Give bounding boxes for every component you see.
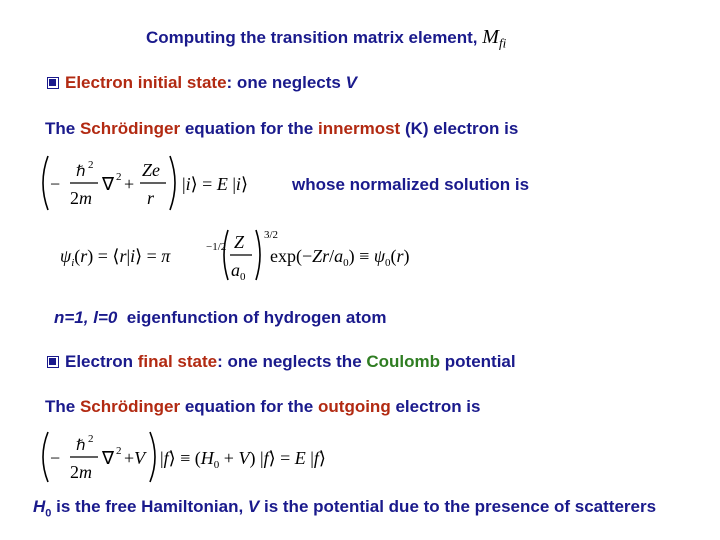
footer-h0: H [33, 497, 46, 516]
svg-text:2: 2 [88, 159, 94, 171]
initial-state-var: V [345, 73, 357, 92]
svg-text:2m: 2m [70, 462, 92, 482]
line1-suffix: (K) electron is [404, 119, 519, 138]
checkbox-bullet-icon [47, 356, 59, 368]
line1-prefix: The [45, 119, 76, 138]
footer-text1: is the free Hamiltonian, [56, 497, 244, 516]
svg-text:+V: +V [124, 448, 146, 468]
svg-text:2: 2 [116, 445, 122, 457]
eigen-l: l=0 [93, 308, 118, 327]
title-symbol: M [482, 26, 499, 48]
line2-suffix: electron is [395, 397, 481, 416]
normalized-solution-text: whose normalized solution is [292, 175, 530, 194]
svg-text:|i⟩ = E |i⟩: |i⟩ = E |i⟩ [182, 174, 248, 194]
svg-text:ℏ: ℏ [76, 438, 86, 454]
svg-text:r: r [147, 188, 155, 208]
svg-text:−: − [50, 174, 61, 194]
checkbox-bullet-icon [47, 77, 59, 89]
line2-prefix: The [45, 397, 76, 416]
svg-text:∇: ∇ [102, 174, 115, 194]
line1-innermost: innermost [318, 119, 401, 138]
final-state-label: final state [137, 352, 218, 371]
schrodinger-line-1 [45, 119, 518, 139]
svg-text:Ze: Ze [142, 160, 160, 180]
footer-v: V [247, 497, 260, 516]
svg-text:2m: 2m [70, 188, 92, 208]
line2-schrodinger: Schrödinger [79, 397, 181, 416]
svg-text:3/2: 3/2 [264, 229, 279, 241]
final-state-suffix: potential [444, 352, 516, 371]
svg-text:−1/2: −1/2 [206, 241, 227, 253]
svg-text:2: 2 [116, 171, 122, 183]
svg-text:Z: Z [234, 232, 245, 252]
eigen-n: n=1, [54, 308, 89, 327]
initial-state-label: Electron initial state [65, 73, 227, 92]
equation-wavefunction [58, 222, 438, 288]
final-state-prefix: Electron [65, 352, 134, 371]
line1-middle: equation for the [184, 119, 314, 138]
svg-text:|f⟩ ≡ (H0 + V) |f⟩ = E |f⟩: |f⟩ ≡ $(H_0 + V)$ |f⟩ = E |f⟩ [160, 448, 326, 471]
svg-text:∇: ∇ [102, 448, 115, 468]
equation-initial-hamiltonian [36, 150, 296, 216]
section-final-state [47, 352, 516, 372]
svg-text:ψi(r) = ⟨r|i⟩ = π: $\psi_i(r)$ = ⟨r|i⟩ = π [60, 246, 171, 269]
final-state-coulomb: Coulomb [366, 352, 441, 371]
footer-line [33, 497, 656, 519]
line2-outgoing: outgoing [318, 397, 391, 416]
svg-text:ℏ: ℏ [76, 164, 86, 180]
page-title [146, 26, 506, 51]
footer-h0-sub: 0 [45, 507, 52, 520]
footer-text2: is the potential due to the presence of scatterers [264, 497, 657, 516]
svg-text:2: 2 [88, 433, 94, 445]
line1-schrodinger: Schrödinger [79, 119, 181, 138]
svg-text:a0: $a_0$ [231, 260, 246, 283]
line2-middle: equation for the [184, 397, 314, 416]
svg-text:−: − [50, 448, 61, 468]
title-subscript: fi [498, 35, 507, 51]
eigenfunction-line [54, 308, 387, 328]
final-state-middle: : one neglects the [217, 352, 362, 371]
svg-text:exp(−Zr/a0) ≡ ψ0(r): $\exp(-Zr/a_0) \equiv \psi_0(r)$ [270, 246, 410, 269]
equation-final-hamiltonian [36, 426, 366, 488]
initial-state-rest: : one neglects [226, 73, 341, 92]
svg-text:+: + [124, 174, 135, 194]
section-initial-state [47, 73, 357, 93]
eigen-rest: eigenfunction of hydrogen atom [126, 308, 387, 327]
title-text: Computing the transition matrix element, [146, 28, 478, 47]
schrodinger-line-2 [45, 397, 481, 417]
